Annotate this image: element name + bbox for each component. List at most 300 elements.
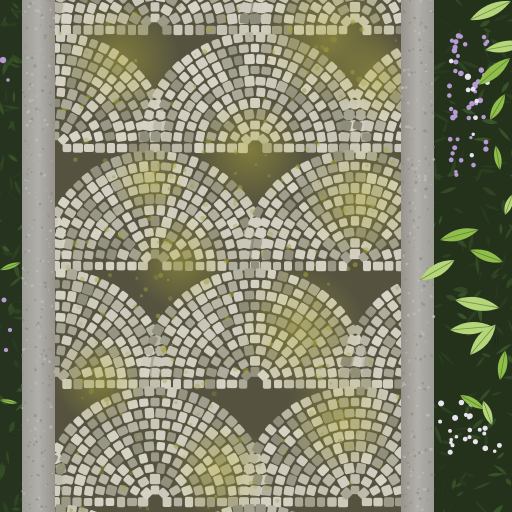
cobblestone [151, 419, 160, 429]
stone-grain [31, 73, 34, 76]
stone-grain [408, 445, 409, 446]
stone-grain [412, 48, 414, 50]
stone-grain [424, 175, 427, 178]
stone-grain [36, 474, 38, 476]
stone-grain [433, 146, 435, 148]
stone-grain [428, 461, 431, 464]
stone-grain [22, 267, 24, 269]
stone-grain [416, 405, 418, 407]
moss-speck [396, 394, 401, 399]
moss-speck [171, 315, 176, 320]
flower [0, 57, 6, 63]
cobblestone [233, 33, 244, 43]
moss-speck [85, 51, 88, 54]
cobblestone [184, 380, 193, 389]
moss-speck [100, 167, 102, 169]
moss-speck [249, 35, 251, 37]
stone-grain [30, 487, 31, 488]
stone-grain [421, 508, 424, 511]
stone-grain [39, 298, 40, 299]
stone-grain [423, 388, 426, 391]
moss-speck [315, 66, 320, 71]
stone-grain [426, 414, 429, 417]
stone-grain [418, 175, 421, 178]
stone-grain [26, 75, 27, 76]
moss-speck [234, 199, 237, 202]
stone-grain [413, 449, 415, 451]
moss-speck [178, 5, 181, 8]
stone-grain [31, 475, 33, 477]
stone-grain [43, 34, 44, 35]
flower [449, 107, 453, 111]
moss-speck [298, 360, 301, 363]
stone-grain [27, 285, 28, 286]
cobblestone [56, 323, 66, 334]
stone-grain [432, 111, 435, 114]
moss-speck [185, 263, 189, 267]
stone-grain [48, 243, 49, 244]
moss-speck [314, 140, 320, 146]
cobblestone [251, 250, 260, 259]
stone-grain [401, 6, 402, 7]
stone-grain [430, 427, 432, 429]
moss-speck [207, 506, 210, 509]
stone-grain [27, 271, 29, 273]
moss-speck [277, 231, 280, 234]
stone-grain [405, 352, 407, 354]
flower [497, 443, 502, 448]
moss-speck [59, 466, 63, 470]
stone-grain [48, 360, 51, 363]
stone-grain [26, 27, 29, 30]
flower [453, 60, 458, 65]
stone-grain [415, 390, 416, 391]
flower [4, 348, 8, 352]
cobblestone [56, 87, 65, 97]
stone-grain [424, 112, 427, 115]
moss-speck [153, 227, 157, 231]
stone-grain [38, 327, 40, 329]
stone-grain [51, 251, 52, 252]
cobblestone [55, 504, 66, 512]
moss-speck [281, 179, 284, 182]
moss-speck [264, 154, 267, 157]
stone-grain [416, 343, 418, 345]
stone-grain [27, 444, 30, 447]
stone-grain [420, 62, 423, 65]
moss-speck [305, 147, 311, 153]
moss-speck [69, 508, 73, 512]
moss-speck [320, 45, 324, 49]
flower [463, 42, 468, 47]
flower [467, 116, 471, 120]
flower [447, 84, 452, 89]
flower [482, 445, 488, 451]
moss-speck [318, 180, 321, 183]
cobblestone [184, 131, 195, 143]
stone-grain [43, 507, 44, 508]
moss-speck [190, 184, 195, 189]
cobblestone [150, 398, 159, 407]
stone-grain [418, 216, 420, 218]
stone-grain [34, 27, 37, 30]
moss-speck [163, 239, 169, 245]
stone-grain [430, 100, 432, 102]
stone-grain [41, 89, 44, 92]
stone-grain [428, 241, 430, 243]
moss-speck [334, 334, 339, 339]
stone-grain [416, 176, 418, 178]
stone-grain [44, 124, 46, 126]
moss-speck [144, 287, 148, 291]
stone-grain [425, 44, 426, 45]
cobblestone [233, 291, 244, 302]
stone-grain [34, 346, 37, 349]
moss-speck [95, 342, 97, 344]
stone-grain [26, 248, 27, 249]
stone-grain [424, 195, 427, 198]
stone-grain [424, 188, 427, 191]
moss-speck [162, 379, 167, 384]
stone-grain [430, 301, 431, 302]
stone-grain [414, 128, 416, 130]
stone-grain [429, 164, 431, 166]
moss-speck [302, 51, 306, 55]
moss-speck [156, 314, 161, 319]
stone-grain [25, 46, 27, 48]
stone-grain [37, 496, 40, 499]
cobblestone [139, 420, 149, 430]
stone-grain [37, 419, 40, 422]
moss-speck [342, 72, 345, 75]
moss-speck [365, 431, 367, 433]
stone-grain [408, 292, 410, 294]
stone-grain [401, 493, 404, 496]
moss-speck [79, 104, 84, 109]
stone-grain [50, 405, 53, 408]
moss-speck [355, 370, 358, 373]
flower [474, 99, 479, 104]
moss-speck [168, 187, 171, 190]
moss-speck [290, 98, 295, 103]
stone-grain [49, 246, 50, 247]
stone-grain [28, 144, 29, 145]
moss-speck [73, 158, 77, 162]
moss-speck [126, 22, 130, 26]
stone-grain [426, 84, 427, 85]
stone-grain [49, 229, 52, 232]
moss-speck [351, 472, 353, 474]
cobblestone [250, 66, 259, 74]
stone-grain [433, 129, 434, 130]
stone-grain [414, 455, 417, 458]
stone-grain [433, 116, 435, 118]
stone-grain [45, 78, 46, 79]
stone-grain [41, 465, 44, 468]
stone-grain [410, 474, 412, 476]
moss-speck [183, 168, 187, 172]
stone-grain [426, 390, 427, 391]
stone-grain [413, 17, 416, 20]
moss-speck [76, 452, 79, 455]
stone-grain [405, 384, 407, 386]
moss-speck [100, 465, 106, 471]
moss-speck [148, 379, 151, 382]
moss-speck [247, 341, 249, 343]
stone-grain [427, 428, 429, 430]
flower [449, 438, 453, 442]
stone-grain [402, 372, 405, 375]
cobblestone [244, 54, 255, 65]
stone-grain [409, 503, 410, 504]
stone-grain [410, 455, 412, 457]
stone-grain [25, 235, 27, 237]
stone-grain [27, 180, 29, 182]
cobblestone [73, 486, 82, 496]
cobblestone [238, 65, 249, 77]
stone-grain [414, 189, 417, 192]
moss-speck [363, 247, 369, 253]
stone-grain [427, 208, 429, 210]
stone-grain [408, 190, 409, 191]
stone-grain [423, 488, 426, 491]
moss-speck [212, 391, 217, 396]
stone-grain [421, 451, 424, 454]
stone-grain [31, 56, 34, 59]
stone-grain [42, 128, 44, 130]
stone-grain [419, 476, 421, 478]
stone-grain [51, 160, 52, 161]
flower [484, 140, 489, 145]
stone-grain [49, 403, 51, 405]
stone-grain [430, 0, 431, 1]
moss-speck [86, 331, 88, 333]
flower [448, 429, 452, 433]
moss-speck [334, 319, 337, 322]
cobblestone [151, 368, 160, 378]
stone-grain [413, 371, 414, 372]
stone-grain [411, 164, 414, 167]
flower [481, 115, 485, 119]
moss-speck [234, 149, 239, 154]
cobblestone [273, 486, 283, 497]
cobblestone [363, 261, 371, 271]
moss-speck [63, 498, 67, 502]
cobblestone [283, 486, 294, 497]
stone-grain [408, 202, 411, 205]
stone-grain [404, 505, 407, 508]
moss-speck [158, 273, 163, 278]
moss-speck [134, 59, 137, 62]
stone-grain [40, 316, 42, 318]
stone-grain [50, 445, 51, 446]
stone-grain [42, 260, 45, 263]
moss-speck [321, 432, 324, 435]
stone-grain [412, 430, 414, 432]
moss-speck [133, 305, 137, 309]
moss-speck [395, 39, 397, 41]
flower [459, 158, 464, 163]
stone-grain [426, 268, 428, 270]
moss-patch [195, 95, 305, 205]
stone-grain [401, 86, 404, 89]
stone-grain [414, 207, 417, 210]
moss-speck [152, 171, 156, 175]
moss-speck [222, 15, 226, 19]
moss-speck [233, 224, 238, 229]
stone-grain [35, 96, 36, 97]
cobblestone [173, 368, 183, 379]
stone-grain [40, 25, 41, 26]
stone-grain [36, 270, 39, 273]
cobblestone [383, 379, 393, 388]
moss-speck [169, 174, 174, 179]
stone-grain [34, 299, 36, 301]
stone-grain [407, 235, 409, 237]
moss-speck [217, 295, 220, 298]
stone-grain [408, 49, 411, 52]
moss-speck [171, 358, 175, 362]
left-stone-border [22, 0, 55, 512]
moss-speck [357, 431, 360, 434]
stone-grain [430, 354, 431, 355]
cobblestone [166, 409, 177, 420]
moss-speck [309, 410, 315, 416]
stone-grain [46, 238, 48, 240]
stone-grain [402, 100, 403, 101]
cobblestone [61, 13, 72, 24]
stone-grain [34, 438, 36, 440]
stone-grain [409, 22, 411, 24]
cobblestone [173, 132, 183, 142]
stone-grain [432, 284, 434, 286]
stone-grain [419, 270, 421, 272]
moss-speck [58, 135, 60, 137]
moss-speck [100, 311, 105, 316]
stone-grain [27, 110, 30, 113]
stone-grain [419, 24, 421, 26]
cobblestone [62, 280, 71, 289]
cobblestone [95, 498, 104, 507]
stone-grain [43, 358, 46, 361]
stone-grain [415, 167, 418, 170]
stone-grain [28, 88, 30, 90]
stone-grain [48, 375, 50, 377]
cobblestone [72, 250, 83, 261]
stone-grain [406, 223, 407, 224]
flower [479, 67, 484, 72]
cobblestone [162, 398, 171, 407]
moss-speck [340, 8, 342, 10]
moss-speck [263, 308, 266, 311]
stone-grain [28, 306, 29, 307]
cobblestone [84, 486, 94, 497]
stone-grain [22, 190, 23, 191]
stone-grain [27, 234, 30, 237]
moss-speck [237, 437, 243, 443]
moss-speck [233, 366, 238, 371]
cobblestone [62, 250, 72, 260]
moss-speck [283, 273, 286, 276]
moss-speck [105, 320, 107, 322]
moss-speck [241, 273, 244, 276]
stone-grain [49, 425, 52, 428]
stone-grain [409, 210, 412, 213]
flower [449, 59, 454, 64]
stone-grain [417, 260, 418, 261]
stone-grain [30, 431, 31, 432]
moss-speck [174, 176, 177, 179]
stone-grain [24, 140, 26, 142]
moss-patch [60, 0, 180, 120]
stone-grain [412, 300, 414, 302]
moss-speck [346, 267, 350, 271]
stone-grain [415, 181, 418, 184]
moss-speck [395, 286, 399, 290]
stone-grain [416, 492, 419, 495]
flower [454, 170, 457, 173]
stone-grain [40, 436, 42, 438]
stone-grain [45, 265, 46, 266]
stone-grain [26, 157, 27, 158]
flower [493, 449, 496, 452]
moss-speck [269, 342, 273, 346]
moss-speck [89, 468, 91, 470]
moss-speck [105, 21, 110, 26]
moss-speck [154, 275, 159, 280]
stone-grain [36, 344, 37, 345]
cobblestone [328, 261, 336, 271]
moss-speck [91, 369, 95, 373]
stone-grain [49, 348, 51, 350]
moss-speck [326, 364, 329, 367]
moss-speck [206, 27, 212, 33]
moss-speck [171, 344, 173, 346]
stone-grain [45, 337, 47, 339]
moss-speck [391, 160, 395, 164]
stone-grain [419, 179, 421, 181]
stone-grain [433, 488, 435, 490]
stone-grain [408, 359, 410, 361]
flower [472, 82, 478, 88]
stone-grain [423, 30, 425, 32]
flower [473, 439, 478, 444]
moss-speck [117, 234, 120, 237]
moss-speck [77, 305, 81, 309]
cobblestone [117, 497, 125, 507]
stone-grain [31, 391, 33, 393]
flower [448, 450, 453, 455]
moss-speck [243, 368, 249, 374]
cobblestone [83, 262, 93, 270]
stone-grain [24, 11, 26, 13]
moss-speck [341, 418, 344, 421]
stone-grain [403, 456, 406, 459]
moss-speck [132, 12, 138, 18]
cobblestone [55, 313, 66, 322]
stone-grain [28, 5, 31, 8]
moss-speck [314, 45, 318, 49]
stone-grain [422, 108, 424, 110]
stone-grain [24, 282, 26, 284]
stone-grain [53, 174, 54, 175]
cobblestone [145, 431, 155, 440]
stone-grain [29, 2, 32, 5]
moss-speck [306, 71, 310, 75]
moss-speck [281, 439, 285, 443]
stone-grain [29, 441, 31, 443]
flower [456, 33, 461, 38]
